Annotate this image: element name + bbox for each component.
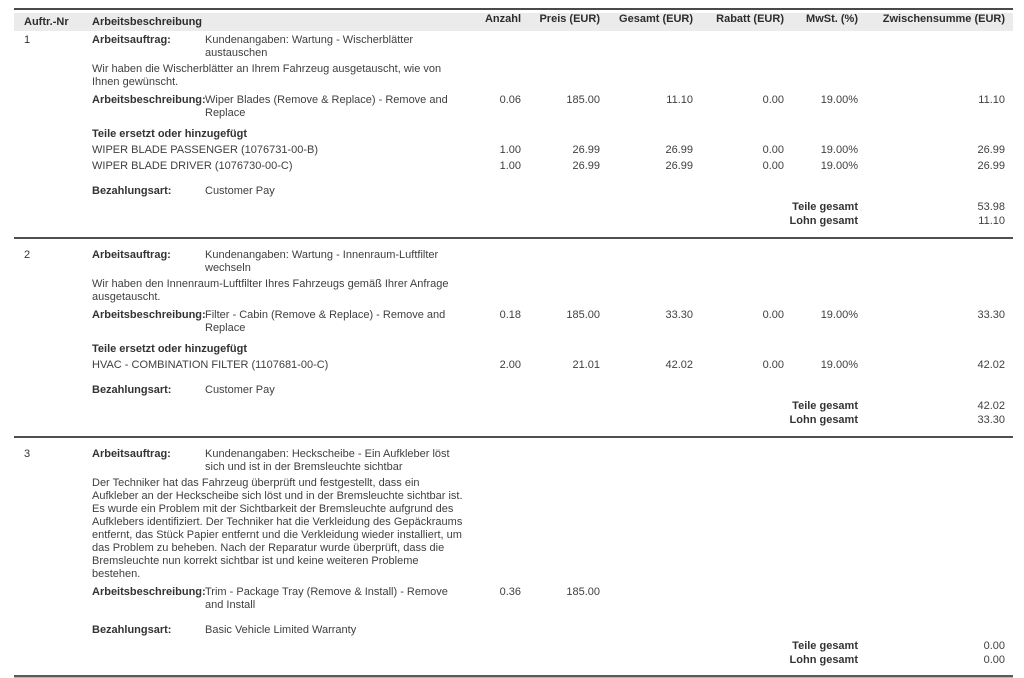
arbeitsauftrag-label: Arbeitsauftrag: (92, 34, 171, 46)
labor-total-row (14, 653, 1013, 667)
bezahlungsart-value: Basic Vehicle Limited Warranty (205, 624, 357, 636)
payment-type-row (14, 624, 1013, 637)
arbeitsauftrag-value: Kundenangaben: Heckscheibe - Ein Aufkleber löst sich und ist in der Bremsleuchte sichtbar (205, 448, 450, 473)
part-anzahl: 1.00 (499, 144, 521, 156)
part-zwischensumme: 26.99 (977, 160, 1005, 172)
part-line (14, 359, 1013, 372)
parts-total-label: Teile gesamt (792, 201, 858, 213)
correction-text: Wir haben den Innenraum-Luftfilter Ihres Fahrzeugs gemäß Ihrer Anfrage ausgetauscht. (92, 278, 449, 303)
labor-rabatt: 0.00 (762, 94, 784, 106)
labor-preis: 185.00 (566, 586, 600, 598)
part-anzahl: 2.00 (499, 359, 521, 371)
work-item-1 (14, 31, 1013, 239)
arbeitsauftrag-line (92, 34, 464, 60)
labor-total-row (14, 413, 1013, 427)
arbeitsauftrag-line (92, 249, 464, 275)
labor-description: Filter - Cabin (Remove & Replace) - Remove and Replace (205, 309, 446, 334)
part-mwst: 19.00% (820, 359, 858, 371)
top-rule (14, 8, 1013, 10)
labor-mwst (792, 586, 866, 587)
table-header-row (14, 13, 1013, 31)
labor-description: Wiper Blades (Remove & Replace) - Remove and Replace (205, 94, 448, 119)
bezahlungsart-label: Bezahlungsart: (92, 624, 172, 636)
part-zwischensumme: 42.02 (977, 359, 1005, 371)
labor-mwst: 19.00% (820, 94, 858, 106)
work-item-2 (14, 239, 1013, 438)
part-rabatt: 0.00 (762, 160, 784, 172)
parts-total-row (14, 200, 1013, 214)
part-preis: 26.99 (572, 160, 600, 172)
part-anzahl: 1.00 (499, 160, 521, 172)
part-gesamt: 26.99 (665, 160, 693, 172)
parts-total-row (14, 399, 1013, 413)
correction-text: Wir haben die Wischerblätter an Ihrem Fahrzeug ausgetauscht, wie von Ihnen gewünscht. (92, 63, 442, 88)
arbeitsauftrag-label: Arbeitsauftrag: (92, 448, 171, 460)
labor-mwst: 19.00% (820, 309, 858, 321)
labor-gesamt (608, 586, 701, 587)
parts-total-value: 42.02 (977, 400, 1005, 412)
order-number: 1 (24, 34, 31, 46)
bezahlungsart-value: Customer Pay (205, 185, 275, 197)
column-header-gesamt: Gesamt (EUR) (619, 13, 693, 25)
payment-type-row (14, 384, 1013, 397)
arbeitsbeschreibung-label: Arbeitsbeschreibung: (92, 586, 206, 598)
arbeitsauftrag-value: Kundenangaben: Wartung - Innenraum-Luftfilter wechseln (205, 249, 439, 274)
column-header-arbeitsbeschreibung: Arbeitsbeschreibung (92, 16, 203, 28)
parts-total-value: 53.98 (977, 201, 1005, 213)
correction-text: Der Techniker hat das Fahrzeug überprüft und festgestellt, dass ein Aufkleber an der Heckscheibe sich löst und in der Bremsleuchte sichtbar ist. Es wurde ein Problem mit der Sichtbarkeit der Bremsleuchte aufgrund des Aufklebers identifiziert. Der Techniker hat die Verkleidung des Gepäckraums entfernt, das Stück Papier entfernt und die Verkleidung wieder installiert, um das Problem zu beheben. Nach der Reparatur wurde überprüft, dass die Bremsleuchte nun korrekt sichtbar ist und keine weiteren Probleme bestehen. (92, 477, 463, 580)
labor-line (14, 586, 1013, 612)
service-invoice-work-items (14, 8, 1013, 678)
labor-preis: 185.00 (566, 94, 600, 106)
column-header-rabatt: Rabatt (EUR) (716, 13, 784, 25)
labor-line (14, 309, 1013, 335)
column-header-anzahl: Anzahl (484, 13, 521, 25)
labor-total-row (14, 214, 1013, 228)
parts-total-label: Teile gesamt (792, 400, 858, 412)
part-line (14, 160, 1013, 173)
labor-zwischensumme: 11.10 (978, 94, 1005, 106)
part-preis: 26.99 (572, 144, 600, 156)
labor-rabatt: 0.00 (762, 309, 784, 321)
labor-total-label: Lohn gesamt (789, 414, 858, 426)
work-order-row (14, 34, 1013, 89)
labor-anzahl: 0.18 (499, 309, 521, 321)
arbeitsbeschreibung-label: Arbeitsbeschreibung: (92, 94, 206, 106)
labor-total-label: Lohn gesamt (789, 215, 858, 227)
parts-total-label: Teile gesamt (792, 640, 858, 652)
bezahlungsart-value: Customer Pay (205, 384, 275, 396)
labor-rabatt (701, 586, 792, 587)
part-gesamt: 42.02 (665, 359, 693, 371)
part-name: WIPER BLADE PASSENGER (1076731-00-B) (92, 144, 318, 156)
parts-total-row (14, 639, 1013, 653)
part-mwst: 19.00% (820, 144, 858, 156)
labor-zwischensumme: 33.30 (977, 309, 1005, 321)
bezahlungsart-label: Bezahlungsart: (92, 384, 172, 396)
part-zwischensumme: 26.99 (977, 144, 1005, 156)
part-rabatt: 0.00 (762, 144, 784, 156)
column-header-mwst: MwSt. (%) (806, 13, 858, 25)
arbeitsauftrag-value: Kundenangaben: Wartung - Wischerblätter austauschen (205, 34, 414, 59)
parts-heading-row (14, 343, 1013, 356)
parts-heading: Teile ersetzt oder hinzugefügt (92, 128, 248, 140)
work-item-3 (14, 438, 1013, 678)
part-name: HVAC - COMBINATION FILTER (1107681-00-C) (92, 359, 329, 371)
part-line (14, 144, 1013, 157)
column-header-zwischensumme: Zwischensumme (EUR) (882, 13, 1005, 25)
parts-heading-row (14, 128, 1013, 141)
part-preis: 21.01 (572, 359, 600, 371)
labor-anzahl: 0.06 (499, 94, 521, 106)
part-mwst: 19.00% (820, 160, 858, 172)
parts-total-value: 0.00 (983, 640, 1005, 652)
arbeitsauftrag-label: Arbeitsauftrag: (92, 249, 171, 261)
column-header-auftr-nr: Auftr.-Nr (24, 16, 69, 28)
labor-line (14, 94, 1013, 120)
work-order-row (14, 448, 1013, 581)
part-name: WIPER BLADE DRIVER (1076730-00-C) (92, 160, 293, 172)
labor-gesamt: 11.10 (666, 94, 693, 106)
bezahlungsart-label: Bezahlungsart: (92, 185, 172, 197)
labor-zwischensumme (866, 586, 1013, 587)
labor-total-value: 0.00 (983, 654, 1005, 666)
labor-anzahl: 0.36 (499, 586, 521, 598)
column-header-preis: Preis (EUR) (539, 13, 600, 25)
order-number: 3 (24, 448, 31, 460)
arbeitsbeschreibung-label: Arbeitsbeschreibung: (92, 309, 206, 321)
labor-description: Trim - Package Tray (Remove & Install) - Remove and Install (205, 586, 448, 611)
labor-total-value: 33.30 (977, 414, 1005, 426)
part-rabatt: 0.00 (762, 359, 784, 371)
work-order-row (14, 249, 1013, 304)
labor-gesamt: 33.30 (665, 309, 693, 321)
arbeitsauftrag-line (92, 448, 464, 474)
parts-heading: Teile ersetzt oder hinzugefügt (92, 343, 248, 355)
payment-type-row (14, 185, 1013, 198)
labor-total-label: Lohn gesamt (789, 654, 858, 666)
labor-preis: 185.00 (566, 309, 600, 321)
order-number: 2 (24, 249, 31, 261)
labor-total-value: 11.10 (978, 215, 1005, 227)
part-gesamt: 26.99 (665, 144, 693, 156)
